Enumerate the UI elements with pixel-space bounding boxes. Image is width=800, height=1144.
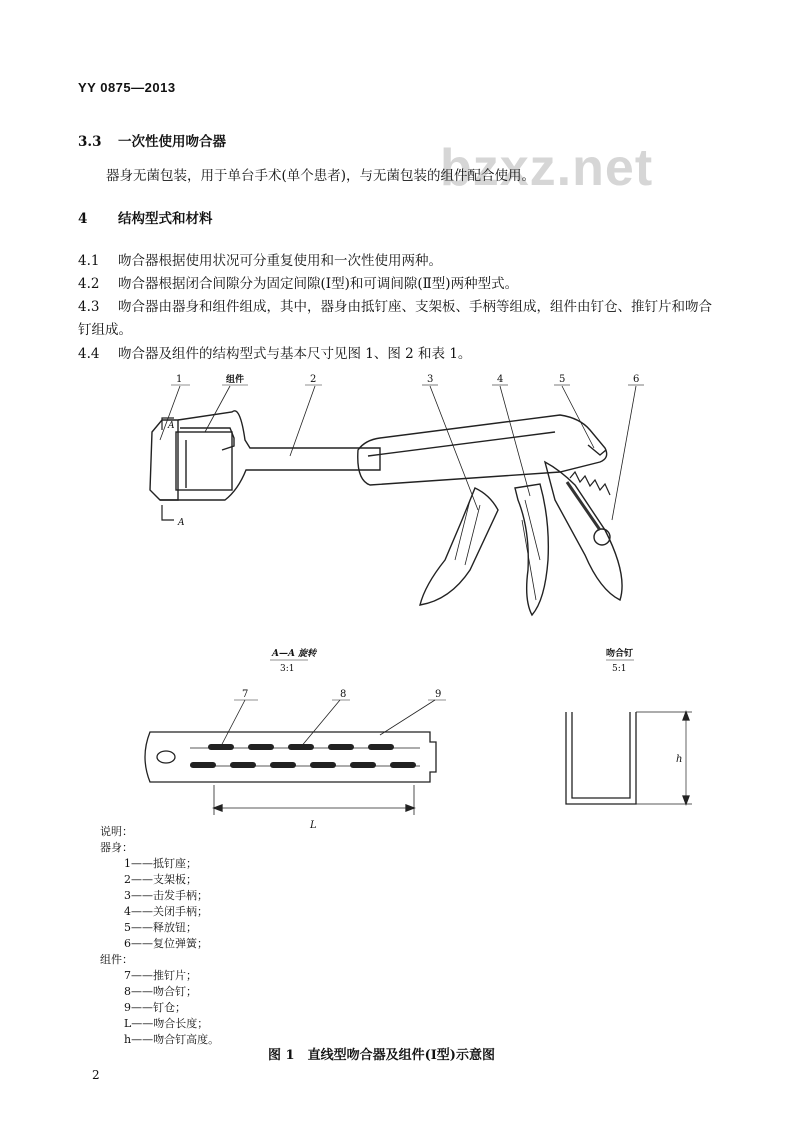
legend-item: h——吻合钉高度。 [124,1033,220,1046]
legend-item: 4——关闭手柄； [124,905,208,918]
callout-leader-8 [300,700,340,748]
callout-1: 1 [176,374,183,385]
staple-scale: 5:1 [612,664,627,674]
callout-leader-assembly [205,386,230,432]
staple-slot [310,762,336,768]
callout-4: 4 [497,374,504,385]
legend-item: 8——吻合钉； [124,985,197,998]
clause-text: 吻合器由器身和组件组成，其中，器身由抵钉座、支架板、手柄等组成，组件由钉仓、推钉片和吻合 [118,299,712,315]
staple-slots [190,744,416,768]
cartridge-section-outline [145,732,436,782]
clause-4-3-continued: 钉组成。 [78,322,132,338]
aa-scale: 3:1 [280,664,295,674]
legend-item: 3——击发手柄； [124,889,208,902]
callout-leader-6 [612,386,636,520]
support-plate-outline [160,411,380,500]
callout-9: 9 [435,689,442,700]
legend-title: 说明： [100,825,133,838]
spring-pivot [594,529,610,545]
rear-lever [545,462,622,600]
section-number: 3.3 [78,134,102,150]
legend-item: 1——抵钉座； [124,857,197,870]
staple-inner [572,712,630,798]
callout-8: 8 [340,689,347,700]
callout-7: 7 [242,689,249,700]
callout-assembly: 组件 [226,375,245,385]
section-title: 一次性使用吻合器 [118,134,226,150]
staple-slot [288,744,314,750]
callout-2: 2 [310,374,317,385]
figure-title: 图 1 直线型吻合器及组件(Ⅰ型)示意图 [268,1048,495,1063]
legend-item: 2——支架板； [124,873,197,886]
clause-text: 吻合器根据闭合间隙分为固定间隙(Ⅰ型)和可调间隙(Ⅱ型)两种型式。 [118,276,519,292]
figure-legend [100,824,219,1048]
callout-leader-7 [220,700,245,748]
paragraph-3-3: 器身无菌包装，用于单台手术(单个患者)，与无菌包装的组件配合使用。 [106,168,536,184]
close-handle-hatch [522,500,540,600]
staple-slot [390,762,416,768]
callout-3: 3 [427,374,434,385]
staple-slot [368,744,394,750]
close-handle [515,484,548,615]
legend-group-assembly: 组件： [100,953,133,966]
callout-leader-4 [500,386,530,496]
legend-group-body: 器身： [100,841,133,854]
legend-item: L——吻合长度； [124,1017,209,1030]
section-mark-top: A [168,421,175,431]
clause-text: 吻合器及组件的结构型式与基本尺寸见图 1、图 2 和表 1。 [118,346,472,362]
spring-shaft [567,482,600,530]
staple-slot [230,762,256,768]
clause-number: 4.1 [78,253,100,269]
clause-number: 4.3 [78,299,100,315]
watermark: bzxz.net [440,139,654,197]
cartridge-top [180,428,234,450]
section-mark-bottom: A [178,518,185,528]
staple-caption: 吻合钉 [606,649,634,659]
staple-slot [328,744,354,750]
staple-slot [208,744,234,750]
anvil-outline [150,420,178,500]
callout-leader-3 [430,386,478,510]
staple-slot [270,762,296,768]
aa-caption: A—A 旋转 [272,649,317,659]
staple-slot [190,762,216,768]
page-number: 2 [92,1068,100,1082]
staple-slot [350,762,376,768]
section-title: 结构型式和材料 [118,211,213,227]
handle-body [358,415,607,485]
callout-leader-2 [290,386,315,456]
dim-h-label: h [676,754,683,765]
callout-6: 6 [633,374,640,385]
staple-outer [566,712,636,804]
spring-coil [570,472,610,495]
clause-number: 4.4 [78,346,100,362]
cartridge-outline [176,432,232,490]
callout-5: 5 [559,374,566,385]
legend-item: 7——推钉片； [124,969,197,982]
legend-item: 5——释放钮； [124,921,197,934]
section-number: 4 [78,211,88,227]
dim-L-label: L [310,820,317,831]
staple-slot [248,744,274,750]
legend-item: 9——钉仓； [124,1001,186,1014]
cartridge-section-hole [157,751,175,763]
clause-text: 吻合器根据使用状况可分重复使用和一次性使用两种。 [118,253,442,269]
fire-handle [420,488,498,605]
callout-leader-9 [380,700,435,735]
legend-item: 6——复位弹簧； [124,937,208,950]
clause-number: 4.2 [78,276,100,292]
section-marker-bottom [162,505,174,520]
document-header: YY 0875—2013 [78,80,176,95]
